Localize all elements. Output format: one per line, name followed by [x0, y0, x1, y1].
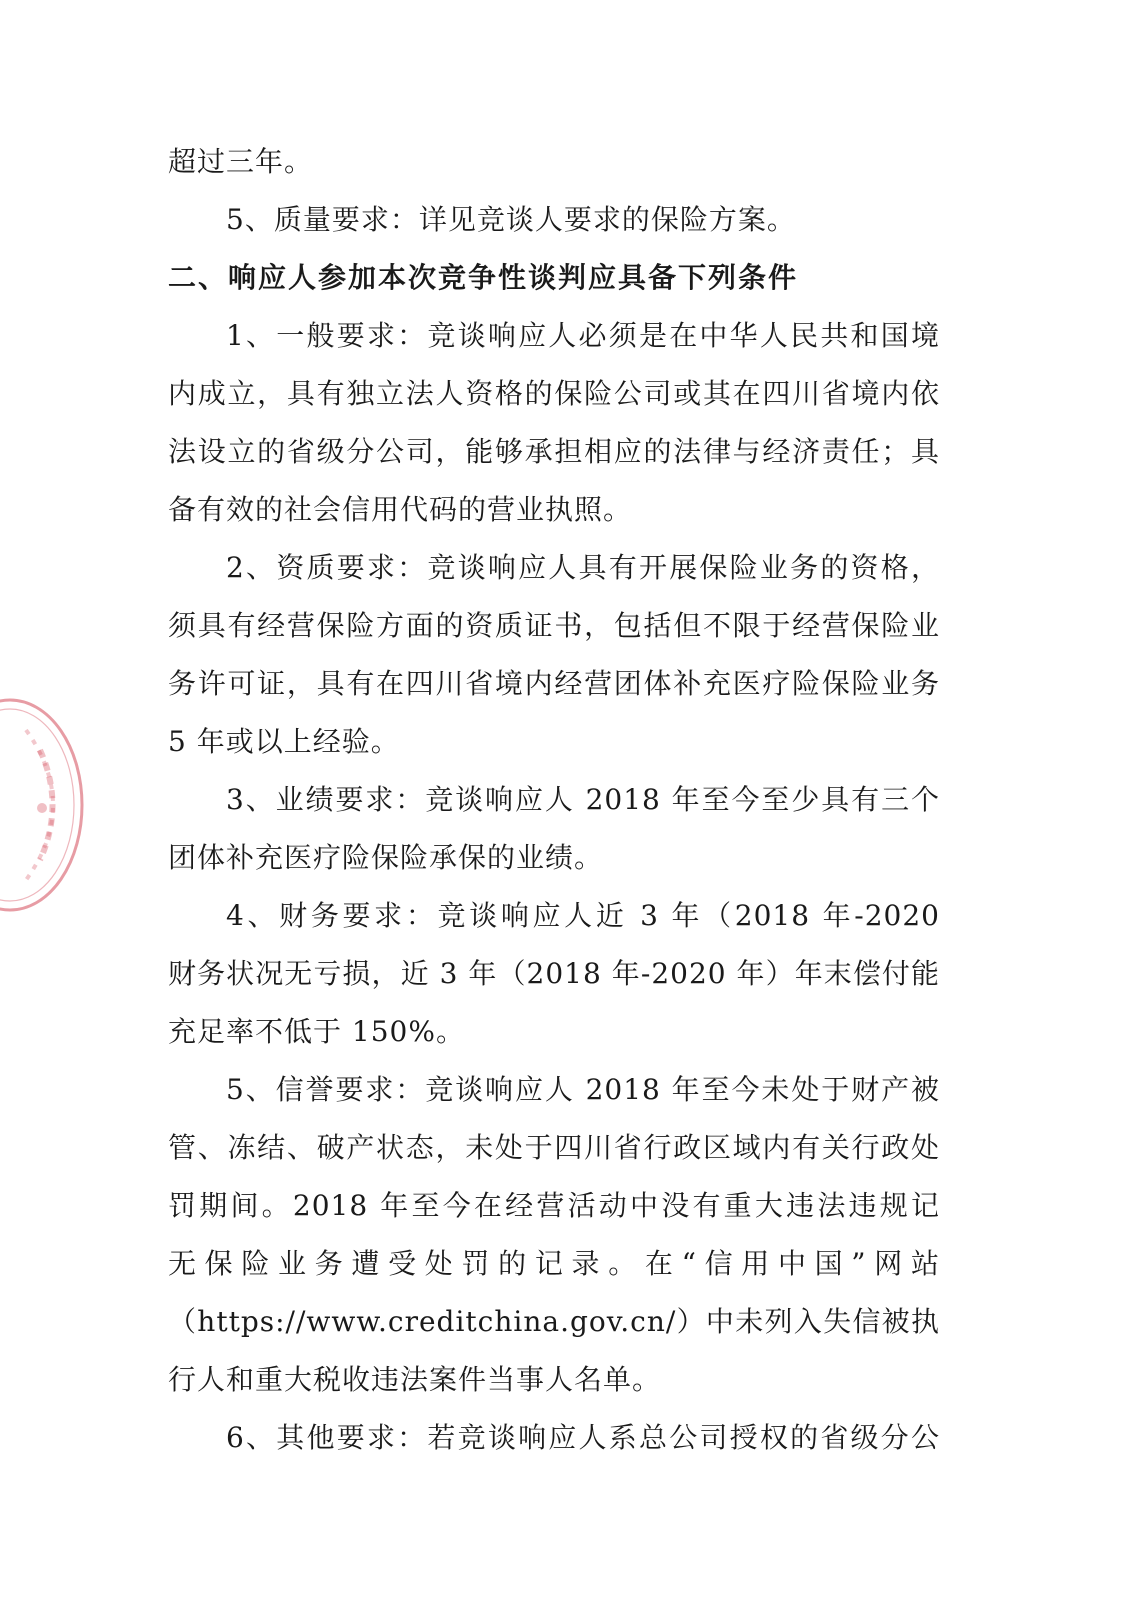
paragraph-line: 财务状况无亏损，近 3 年（2018 年-2020 年）年末偿付能 [168, 957, 940, 990]
paragraph-line: 罚期间。2018 年至今在经营活动中没有重大违法违规记 [168, 1189, 940, 1222]
text-line: 超过三年。 [168, 145, 314, 178]
paragraph-line: 管、冻结、破产状态，未处于四川省行政区域内有关行政处 [168, 1131, 940, 1164]
paragraph-line: 1、一般要求：竞谈响应人必须是在中华人民共和国境 [226, 319, 940, 352]
seal-icon [0, 690, 90, 920]
paragraph-line: 内成立，具有独立法人资格的保险公司或其在四川省境内依 [168, 377, 940, 410]
paragraph-line: 3、业绩要求：竞谈响应人 2018 年至今至少具有三个 [226, 783, 940, 816]
section-heading: 二、响应人参加本次竞争性谈判应具备下列条件 [168, 261, 799, 294]
paragraph-line: 充足率不低于 150%。 [168, 1015, 465, 1048]
paragraph-line: 5、信誉要求：竞谈响应人 2018 年至今未处于财产被 [226, 1073, 940, 1106]
paragraph-line: 团体补充医疗险保险承保的业绩。 [168, 841, 604, 874]
official-seal-stamp [0, 690, 90, 920]
paragraph-line: 6、其他要求：若竞谈响应人系总公司授权的省级分公 [226, 1421, 940, 1454]
paragraph-line: 行人和重大税收违法案件当事人名单。 [168, 1363, 662, 1396]
paragraph-line: 务许可证，具有在四川省境内经营团体补充医疗险保险业务 [168, 667, 940, 700]
paragraph-line: 2、资质要求：竞谈响应人具有开展保险业务的资格， [226, 551, 940, 584]
paragraph-line: 备有效的社会信用代码的营业执照。 [168, 493, 633, 526]
paragraph-line: 法设立的省级分公司，能够承担相应的法律与经济责任；具 [168, 435, 940, 468]
paragraph-line: 无保险业务遭受处罚的记录。在“信用中国”网站 [168, 1247, 940, 1280]
document-body [168, 133, 940, 1467]
paragraph-line: 4、财务要求：竞谈响应人近 3 年（2018 年-2020 [226, 899, 940, 932]
paragraph-line: 5 年或以上经验。 [168, 725, 400, 758]
quality-requirement: 5、质量要求：详见竞谈人要求的保险方案。 [226, 203, 796, 236]
credit-china-url-line: （https://www.creditchina.gov.cn/）中未列入失信被执 [168, 1305, 940, 1338]
paragraph-line: 须具有经营保险方面的资质证书，包括但不限于经营保险业 [168, 609, 940, 642]
